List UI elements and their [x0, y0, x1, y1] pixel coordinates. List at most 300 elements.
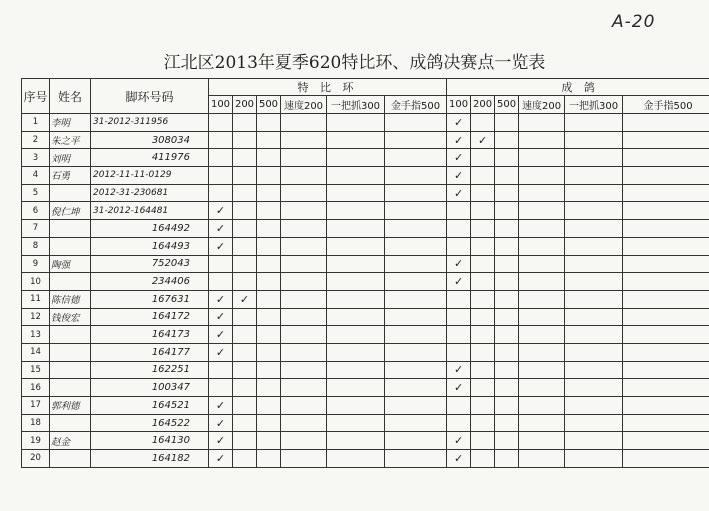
ring-number: 100347	[91, 379, 209, 397]
special-grab300-mark	[327, 131, 385, 149]
special-200-mark	[233, 414, 257, 432]
special-200-mark	[233, 167, 257, 185]
owner-name: 朱之平	[50, 131, 91, 149]
adult-500-mark	[495, 273, 519, 291]
special-500-mark	[257, 450, 281, 468]
adult-speed200-mark	[519, 131, 565, 149]
special-goldfinger500-mark	[385, 167, 447, 185]
special-goldfinger500-mark	[385, 326, 447, 344]
special-goldfinger500-mark	[385, 202, 447, 220]
adult-grab300-mark	[565, 131, 623, 149]
special-speed200-mark	[281, 326, 327, 344]
special-500-mark	[257, 273, 281, 291]
adult-goldfinger500-mark	[623, 414, 709, 432]
special-goldfinger500-mark	[385, 273, 447, 291]
adult-200-mark	[471, 255, 495, 273]
adult-goldfinger500-mark	[623, 326, 709, 344]
adult-goldfinger500-mark	[623, 167, 709, 185]
special-200-mark	[233, 308, 257, 326]
table-body	[22, 114, 709, 468]
special-100-mark	[209, 114, 233, 132]
adult-goldfinger500-mark	[623, 131, 709, 149]
adult-200-mark	[471, 237, 495, 255]
special-speed200-mark	[281, 202, 327, 220]
special-speed200-mark	[281, 450, 327, 468]
special-200-mark	[233, 397, 257, 415]
header-adult-speed200: 速度200	[519, 96, 565, 114]
adult-speed200-mark	[519, 379, 565, 397]
ring-number: 31-2012-311956	[91, 114, 209, 132]
adult-500-mark	[495, 450, 519, 468]
adult-grab300-mark	[565, 273, 623, 291]
adult-200-mark	[471, 397, 495, 415]
special-grab300-mark	[327, 273, 385, 291]
special-goldfinger500-mark	[385, 255, 447, 273]
row-number: 4	[22, 167, 50, 185]
ring-number: 164130	[91, 432, 209, 450]
adult-grab300-mark	[565, 379, 623, 397]
row-number: 1	[22, 114, 50, 132]
special-500-mark	[257, 220, 281, 238]
special-grab300-mark	[327, 202, 385, 220]
ring-number: 308034	[91, 131, 209, 149]
adult-500-mark	[495, 167, 519, 185]
special-500-mark	[257, 131, 281, 149]
adult-goldfinger500-mark	[623, 397, 709, 415]
special-200-mark	[233, 343, 257, 361]
ring-number: 31-2012-164481	[91, 202, 209, 220]
ring-number: 164521	[91, 397, 209, 415]
special-speed200-mark	[281, 149, 327, 167]
table-row	[22, 450, 709, 468]
table-row	[22, 114, 709, 132]
adult-grab300-mark	[565, 149, 623, 167]
adult-100-mark	[447, 220, 471, 238]
special-500-mark	[257, 237, 281, 255]
special-500-mark	[257, 202, 281, 220]
special-500-mark	[257, 290, 281, 308]
header-adult-grab300: 一把抓300	[565, 96, 623, 114]
table-row	[22, 202, 709, 220]
special-200-mark	[233, 379, 257, 397]
special-500-mark	[257, 379, 281, 397]
special-100-mark: ✓	[209, 326, 233, 344]
special-200-mark	[233, 237, 257, 255]
special-speed200-mark	[281, 432, 327, 450]
row-number: 13	[22, 326, 50, 344]
adult-grab300-mark	[565, 184, 623, 202]
special-grab300-mark	[327, 167, 385, 185]
table-row	[22, 361, 709, 379]
row-number: 10	[22, 273, 50, 291]
header-adult-goldfinger500: 金手指500	[623, 96, 709, 114]
adult-grab300-mark	[565, 450, 623, 468]
special-goldfinger500-mark	[385, 308, 447, 326]
adult-goldfinger500-mark	[623, 379, 709, 397]
special-100-mark: ✓	[209, 450, 233, 468]
owner-name	[50, 379, 91, 397]
ring-number: 164492	[91, 220, 209, 238]
ring-number: 752043	[91, 255, 209, 273]
adult-100-mark: ✓	[447, 184, 471, 202]
adult-grab300-mark	[565, 397, 623, 415]
row-number: 18	[22, 414, 50, 432]
adult-speed200-mark	[519, 255, 565, 273]
special-500-mark	[257, 184, 281, 202]
adult-speed200-mark	[519, 273, 565, 291]
owner-name	[50, 326, 91, 344]
adult-speed200-mark	[519, 414, 565, 432]
special-speed200-mark	[281, 397, 327, 415]
owner-name: 石勇	[50, 167, 91, 185]
table-row	[22, 131, 709, 149]
adult-100-mark	[447, 397, 471, 415]
ring-number: 164493	[91, 237, 209, 255]
table-row	[22, 397, 709, 415]
special-grab300-mark	[327, 432, 385, 450]
document-title: 江北区2013年夏季620特比环、成鸽决赛点一览表	[163, 53, 546, 73]
adult-goldfinger500-mark	[623, 149, 709, 167]
ring-number: 164172	[91, 308, 209, 326]
special-goldfinger500-mark	[385, 450, 447, 468]
header-adult-200: 200	[471, 96, 495, 114]
adult-100-mark: ✓	[447, 114, 471, 132]
adult-100-mark: ✓	[447, 273, 471, 291]
adult-100-mark: ✓	[447, 255, 471, 273]
adult-goldfinger500-mark	[623, 255, 709, 273]
special-200-mark	[233, 361, 257, 379]
adult-100-mark: ✓	[447, 149, 471, 167]
special-200-mark	[233, 255, 257, 273]
special-200-mark	[233, 273, 257, 291]
adult-speed200-mark	[519, 114, 565, 132]
adult-speed200-mark	[519, 343, 565, 361]
header-special-100: 100	[209, 96, 233, 114]
adult-grab300-mark	[565, 361, 623, 379]
special-100-mark	[209, 379, 233, 397]
special-500-mark	[257, 255, 281, 273]
special-200-mark	[233, 220, 257, 238]
ring-number: 167631	[91, 290, 209, 308]
adult-goldfinger500-mark	[623, 202, 709, 220]
special-100-mark	[209, 131, 233, 149]
special-100-mark: ✓	[209, 202, 233, 220]
header-special-200: 200	[233, 96, 257, 114]
special-500-mark	[257, 397, 281, 415]
row-number: 14	[22, 343, 50, 361]
special-100-mark	[209, 361, 233, 379]
adult-goldfinger500-mark	[623, 450, 709, 468]
owner-name	[50, 184, 91, 202]
adult-500-mark	[495, 131, 519, 149]
owner-name	[50, 343, 91, 361]
special-100-mark	[209, 273, 233, 291]
adult-100-mark	[447, 343, 471, 361]
owner-name: 陶强	[50, 255, 91, 273]
table-row	[22, 326, 709, 344]
special-speed200-mark	[281, 237, 327, 255]
special-grab300-mark	[327, 379, 385, 397]
adult-500-mark	[495, 184, 519, 202]
ring-number: 2012-11-11-0129	[91, 167, 209, 185]
adult-grab300-mark	[565, 237, 623, 255]
adult-500-mark	[495, 149, 519, 167]
adult-100-mark	[447, 237, 471, 255]
adult-200-mark	[471, 273, 495, 291]
table-row	[22, 220, 709, 238]
adult-200-mark	[471, 114, 495, 132]
adult-grab300-mark	[565, 220, 623, 238]
special-goldfinger500-mark	[385, 361, 447, 379]
special-100-mark: ✓	[209, 432, 233, 450]
special-goldfinger500-mark	[385, 379, 447, 397]
owner-name: 倪仁坤	[50, 202, 91, 220]
special-200-mark	[233, 326, 257, 344]
adult-grab300-mark	[565, 414, 623, 432]
adult-200-mark: ✓	[471, 131, 495, 149]
special-goldfinger500-mark	[385, 149, 447, 167]
row-number: 16	[22, 379, 50, 397]
special-speed200-mark	[281, 167, 327, 185]
special-200-mark	[233, 184, 257, 202]
adult-grab300-mark	[565, 202, 623, 220]
special-goldfinger500-mark	[385, 184, 447, 202]
special-500-mark	[257, 414, 281, 432]
adult-500-mark	[495, 220, 519, 238]
special-speed200-mark	[281, 131, 327, 149]
adult-200-mark	[471, 414, 495, 432]
adult-speed200-mark	[519, 220, 565, 238]
table-row	[22, 343, 709, 361]
special-grab300-mark	[327, 220, 385, 238]
adult-500-mark	[495, 414, 519, 432]
ring-number: 164177	[91, 343, 209, 361]
results-table	[21, 78, 709, 468]
header-adult-500: 500	[495, 96, 519, 114]
adult-500-mark	[495, 432, 519, 450]
table-row	[22, 167, 709, 185]
ring-number: 164182	[91, 450, 209, 468]
special-grab300-mark	[327, 114, 385, 132]
adult-200-mark	[471, 149, 495, 167]
adult-100-mark: ✓	[447, 450, 471, 468]
adult-200-mark	[471, 290, 495, 308]
adult-goldfinger500-mark	[623, 220, 709, 238]
adult-500-mark	[495, 308, 519, 326]
adult-speed200-mark	[519, 397, 565, 415]
special-100-mark	[209, 255, 233, 273]
special-500-mark	[257, 343, 281, 361]
adult-goldfinger500-mark	[623, 273, 709, 291]
table-row	[22, 379, 709, 397]
special-grab300-mark	[327, 149, 385, 167]
row-number: 8	[22, 237, 50, 255]
adult-speed200-mark	[519, 290, 565, 308]
table-row	[22, 290, 709, 308]
special-100-mark	[209, 167, 233, 185]
adult-200-mark	[471, 167, 495, 185]
adult-speed200-mark	[519, 167, 565, 185]
adult-100-mark	[447, 326, 471, 344]
row-number: 15	[22, 361, 50, 379]
table-row	[22, 184, 709, 202]
special-100-mark: ✓	[209, 397, 233, 415]
adult-100-mark: ✓	[447, 379, 471, 397]
special-100-mark: ✓	[209, 414, 233, 432]
header-adult-100: 100	[447, 96, 471, 114]
owner-name: 赵金	[50, 432, 91, 450]
adult-500-mark	[495, 202, 519, 220]
special-grab300-mark	[327, 397, 385, 415]
ring-number: 162251	[91, 361, 209, 379]
special-goldfinger500-mark	[385, 114, 447, 132]
table-row	[22, 308, 709, 326]
special-grab300-mark	[327, 255, 385, 273]
special-speed200-mark	[281, 361, 327, 379]
table-row	[22, 273, 709, 291]
special-500-mark	[257, 167, 281, 185]
table-row	[22, 255, 709, 273]
adult-goldfinger500-mark	[623, 114, 709, 132]
special-500-mark	[257, 361, 281, 379]
row-number: 17	[22, 397, 50, 415]
special-100-mark: ✓	[209, 308, 233, 326]
special-grab300-mark	[327, 326, 385, 344]
ring-number: 234406	[91, 273, 209, 291]
adult-100-mark	[447, 414, 471, 432]
special-goldfinger500-mark	[385, 414, 447, 432]
special-grab300-mark	[327, 237, 385, 255]
special-500-mark	[257, 149, 281, 167]
adult-100-mark	[447, 290, 471, 308]
adult-100-mark	[447, 202, 471, 220]
adult-grab300-mark	[565, 326, 623, 344]
row-number: 12	[22, 308, 50, 326]
row-number: 7	[22, 220, 50, 238]
header-special-goldfinger500: 金手指500	[385, 96, 447, 114]
special-200-mark	[233, 450, 257, 468]
adult-200-mark	[471, 220, 495, 238]
adult-goldfinger500-mark	[623, 361, 709, 379]
adult-goldfinger500-mark	[623, 343, 709, 361]
special-200-mark	[233, 202, 257, 220]
adult-speed200-mark	[519, 361, 565, 379]
header-group-adult: 成 鸽	[447, 79, 709, 96]
adult-grab300-mark	[565, 290, 623, 308]
adult-200-mark	[471, 361, 495, 379]
owner-name	[50, 273, 91, 291]
special-grab300-mark	[327, 184, 385, 202]
special-100-mark: ✓	[209, 237, 233, 255]
adult-grab300-mark	[565, 255, 623, 273]
adult-500-mark	[495, 237, 519, 255]
special-speed200-mark	[281, 414, 327, 432]
adult-goldfinger500-mark	[623, 290, 709, 308]
header-ring: 脚环号码	[91, 79, 209, 114]
special-goldfinger500-mark	[385, 290, 447, 308]
adult-500-mark	[495, 343, 519, 361]
special-goldfinger500-mark	[385, 432, 447, 450]
row-number: 19	[22, 432, 50, 450]
adult-speed200-mark	[519, 202, 565, 220]
special-speed200-mark	[281, 290, 327, 308]
ring-number: 164173	[91, 326, 209, 344]
special-goldfinger500-mark	[385, 131, 447, 149]
header-special-500: 500	[257, 96, 281, 114]
adult-200-mark	[471, 379, 495, 397]
adult-200-mark	[471, 450, 495, 468]
ring-number: 2012-31-230681	[91, 184, 209, 202]
special-100-mark: ✓	[209, 343, 233, 361]
special-grab300-mark	[327, 414, 385, 432]
adult-goldfinger500-mark	[623, 308, 709, 326]
adult-grab300-mark	[565, 167, 623, 185]
adult-200-mark	[471, 326, 495, 344]
special-100-mark: ✓	[209, 290, 233, 308]
special-speed200-mark	[281, 184, 327, 202]
special-grab300-mark	[327, 290, 385, 308]
owner-name	[50, 237, 91, 255]
special-200-mark: ✓	[233, 290, 257, 308]
ring-number: 411976	[91, 149, 209, 167]
special-grab300-mark	[327, 361, 385, 379]
adult-speed200-mark	[519, 308, 565, 326]
adult-500-mark	[495, 361, 519, 379]
adult-speed200-mark	[519, 432, 565, 450]
row-number: 5	[22, 184, 50, 202]
special-grab300-mark	[327, 450, 385, 468]
adult-goldfinger500-mark	[623, 237, 709, 255]
owner-name: 钱俊宏	[50, 308, 91, 326]
special-speed200-mark	[281, 343, 327, 361]
adult-speed200-mark	[519, 149, 565, 167]
adult-500-mark	[495, 397, 519, 415]
special-100-mark	[209, 149, 233, 167]
special-100-mark	[209, 184, 233, 202]
header-seq: 序号	[22, 79, 50, 114]
row-number: 6	[22, 202, 50, 220]
special-grab300-mark	[327, 343, 385, 361]
special-200-mark	[233, 131, 257, 149]
adult-500-mark	[495, 290, 519, 308]
special-speed200-mark	[281, 220, 327, 238]
row-number: 3	[22, 149, 50, 167]
special-200-mark	[233, 114, 257, 132]
adult-goldfinger500-mark	[623, 184, 709, 202]
special-speed200-mark	[281, 255, 327, 273]
adult-grab300-mark	[565, 432, 623, 450]
special-goldfinger500-mark	[385, 237, 447, 255]
adult-100-mark	[447, 308, 471, 326]
adult-100-mark: ✓	[447, 167, 471, 185]
adult-100-mark: ✓	[447, 361, 471, 379]
adult-200-mark	[471, 308, 495, 326]
adult-500-mark	[495, 379, 519, 397]
row-number: 20	[22, 450, 50, 468]
ring-number: 164522	[91, 414, 209, 432]
adult-500-mark	[495, 114, 519, 132]
header-name: 姓名	[50, 79, 91, 114]
table-row	[22, 432, 709, 450]
special-200-mark	[233, 432, 257, 450]
special-speed200-mark	[281, 379, 327, 397]
adult-speed200-mark	[519, 326, 565, 344]
adult-200-mark	[471, 432, 495, 450]
adult-speed200-mark	[519, 184, 565, 202]
adult-100-mark: ✓	[447, 432, 471, 450]
adult-grab300-mark	[565, 343, 623, 361]
table-row	[22, 237, 709, 255]
